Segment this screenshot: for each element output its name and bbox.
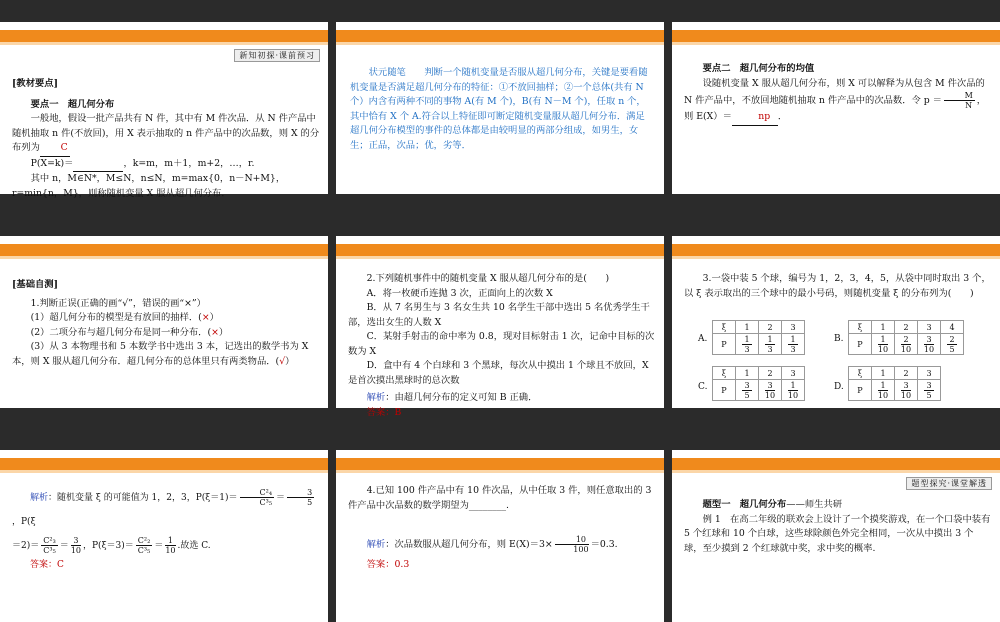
tip-text: 状元随笔 判断一个随机变量是否服从超几何分布，关键是要看随机变量是否满足超几何分布的特征：①不放回抽样；②一个总体(共有 N 个）内含有两种不同的事物 A(有 M 个)，B(有 N－M 个)，任取 n 个，其中恰有 X 个 A.符合以上特征即可断定随机变量服从超几何分布．满足超几何分布模型的事件的总体都是由较明显的两部分组成，如男生，女生；正品，次品；优，劣等． — [350, 67, 648, 151]
slide-3[interactable] — [672, 22, 1000, 194]
value-cell: 3 — [918, 321, 941, 334]
value-cell: 3 — [918, 367, 941, 380]
slide-2[interactable] — [336, 22, 664, 194]
value-cell: 2 — [895, 321, 918, 334]
slide-5[interactable]: 2.下列随机事件中的随机变量 X 服从超几何分布的是( ) A．将一枚硬币连抛 3 次，正面向上的次数 X B．从 7 名男生与 3 名女生共 10 名学生干部中选出 5 名优秀学生干部，选出女生的人数 X C．某射手射击的命中率为 0.8，现对目标射击 1 次，记命中目标的次数为 X D．盒中有 4 个白球和 3 个黑球，每次从中摸出 1 个球且不放回，X 是首次摸出黑球时的总次数 解析：由超几何分布的定义可知 B 正确． 答案：B — [336, 236, 664, 408]
section-title: [教材要点] — [12, 78, 58, 89]
slide-header-bar — [672, 458, 1000, 470]
prob-cell: $\frac{3}{10}$ — [895, 380, 918, 401]
xi-cell: ξ — [849, 321, 872, 334]
p-cell: P — [713, 380, 736, 401]
slide-1[interactable] — [0, 22, 328, 199]
question: 4.已知 100 件产品中有 10 件次品，从中任取 3 件，则任意取出的 3 件产品中次品数的数学期望为________. — [348, 485, 652, 511]
type-heading: 题型一 超几何分布——师生共研 — [702, 499, 843, 510]
prob-cell: $\frac{1}{3}$ — [782, 334, 805, 355]
point-heading: 要点一 超几何分布 — [30, 98, 115, 110]
question: 1.判断正误(正确的画“√”，错误的画“×”） — [30, 297, 206, 309]
xi-cell: ξ — [713, 367, 736, 380]
prob-cell: $\frac{1}{3}$ — [736, 334, 759, 355]
slide-header-bar — [336, 244, 664, 256]
prob-cell: $\frac{2}{10}$ — [895, 334, 918, 355]
example-text: 例 1 在高二年级的联欢会上设计了一个摸奖游戏，在一个口袋中装有 5 个红球和 10 个白球，这些球除颜色外完全相同，一次从中摸出 3 个球，至少摸到 2 个红球就中奖，求中奖的概率. — [684, 513, 991, 554]
point-heading: 要点二 超几何分布的均值 — [702, 63, 815, 74]
value-cell: 3 — [782, 321, 805, 334]
value-cell: 1 — [872, 367, 895, 380]
paragraph: 一般地，假设一批产品共有 N 件，其中有 M 件次品．从 N 件产品中随机抽取 n 件(不放回)，用 X 表示抽取的 n 件产品中的次品数，则 X 的分布列为 C — [12, 112, 320, 157]
value-cell: 2 — [759, 367, 782, 380]
option-c: C. — [698, 382, 708, 392]
value-cell: 1 — [736, 321, 759, 334]
value-cell: 2 — [759, 321, 782, 334]
prob-cell: $\frac{3}{5}$ — [918, 380, 941, 401]
slide-header-bar — [672, 30, 1000, 42]
answer: 答案：C — [30, 560, 64, 570]
option-a: A．将一枚硬币连抛 3 次，正面向上的次数 X — [366, 287, 553, 299]
paragraph: 设随机变量 X 服从超几何分布，则 X 可以解释为从包含 M 件次品的 N 件产品中，不放回地随机抽取 n 件产品中的次品数．令 p ＝ $\frac{M}{N}$ ，则 E(X）＝ np ． — [684, 77, 992, 126]
p-cell: P — [713, 334, 736, 355]
question: 3.一袋中装 5 个球，编号为 1，2，3，4，5，从袋中同时取出 3 个，以 ξ 表示取出的三个球中的最小号码，则随机变量 ξ 的分布列为( ) — [684, 273, 991, 299]
prob-cell: $\frac{3}{5}$ — [736, 380, 759, 401]
option-d: D．盒中有 4 个白球和 3 个黑球，每次从中摸出 1 个球且不放回，X 是首次摸出黑球时的总次数 — [348, 360, 649, 386]
option-c: C．某射手射击的命中率为 0.8，现对目标射击 1 次，记命中目标的次数为 X — [348, 331, 655, 357]
prob-cell: $\frac{1}{10}$ — [872, 380, 895, 401]
distribution-table-c — [712, 366, 805, 401]
xi-cell: ξ — [849, 367, 872, 380]
p-cell: P — [849, 334, 872, 355]
option-b: B. — [834, 334, 844, 344]
slide-7[interactable]: 解析：随机变量 ξ 的可能值为 1，2，3，P(ξ＝1)＝ $\frac{\text{C²₄}}{\text{C³₅}}$ ＝ $\frac{3}{5}$ ，P(ξ ＝2)＝ $\frac{\text{C²₃}}{\text{C³₅}}$ ＝ $\frac{3}{10}$ ，P(ξ＝3)＝ $\frac{\text{C²₂}}{\text{C³₅}}$ ＝ $\frac{1}{10}$ .故选 C. 答案：C — [0, 450, 328, 622]
value-cell: 3 — [782, 367, 805, 380]
option-b: B．从 7 名男生与 3 名女生共 10 名学生干部中选出 5 名优秀学生干部，选出女生的人数 X — [348, 302, 650, 328]
section-banner: 新知初探·课前预习 — [234, 49, 320, 62]
prob-cell: $\frac{2}{5}$ — [941, 334, 964, 355]
answer-blank: C — [40, 141, 70, 157]
slide-header-bar — [336, 458, 664, 470]
slide-9[interactable] — [672, 450, 1000, 622]
slide-header-bar — [336, 30, 664, 42]
answer-blank: np — [732, 110, 778, 126]
distribution-table-a — [712, 320, 805, 355]
answer: 答案：0.3 — [366, 559, 410, 570]
value-cell: 1 — [736, 367, 759, 380]
formula-line: P(X=k)＝ ，k=m，m＋1，m+2，…，r. — [12, 157, 320, 173]
prob-cell: $\frac{1}{3}$ — [759, 334, 782, 355]
answer: 答案：B — [366, 406, 402, 418]
slide-header-bar — [0, 458, 328, 470]
xi-cell: ξ — [713, 321, 736, 334]
question: 2.下列随机事件中的随机变量 X 服从超几何分布的是( ) — [366, 273, 610, 284]
section-banner: 题型探究·课堂解透 — [906, 477, 992, 490]
paragraph: 其中 n，M∈N*，M≤N，n≤N，m=max{0，n－N+M}，r=min{n，M}，则称随机变量 X 服从超几何分布． — [12, 173, 286, 199]
slide-6[interactable] — [672, 236, 1000, 408]
slide-header-bar — [0, 30, 328, 42]
p-cell: P — [849, 380, 872, 401]
option-a: A. — [698, 334, 708, 344]
prob-cell: $\frac{1}{10}$ — [782, 380, 805, 401]
value-cell: 1 — [872, 321, 895, 334]
slide-header-bar — [0, 244, 328, 256]
value-cell: 4 — [941, 321, 964, 334]
prob-cell: $\frac{3}{10}$ — [759, 380, 782, 401]
value-cell: 2 — [895, 367, 918, 380]
distribution-table-d — [848, 366, 941, 401]
prob-cell: $\frac{1}{10}$ — [872, 334, 895, 355]
section-title: [基础自测] — [12, 279, 58, 290]
slide-header-bar — [672, 244, 1000, 256]
top-bar — [0, 0, 1000, 22]
distribution-table-b — [848, 320, 964, 355]
option-d: D. — [834, 382, 844, 392]
prob-cell: $\frac{3}{10}$ — [918, 334, 941, 355]
slide-8[interactable]: 4.已知 100 件产品中有 10 件次品，从中任取 3 件，则任意取出的 3 件产品中次品数的数学期望为________. 解析：次品数服从超几何分布，则 E(X)＝3× $\frac{10}{100}$ ＝0.3. 答案：0.3 — [336, 450, 664, 622]
slide-4[interactable]: [基础自测] 1.判断正误(正确的画“√”，错误的画“×”） (1）超几何分布的模型是有放回的抽样．(×） (2）二项分布与超几何分布是同一种分布．(×） (3）从 3 本物理书和 5 本数学书中选出 3 本，记选出的数学书为 X 本，则 X 服从超几何分布．超几何分布的总体里只有两类物品．(√） — [0, 236, 328, 408]
